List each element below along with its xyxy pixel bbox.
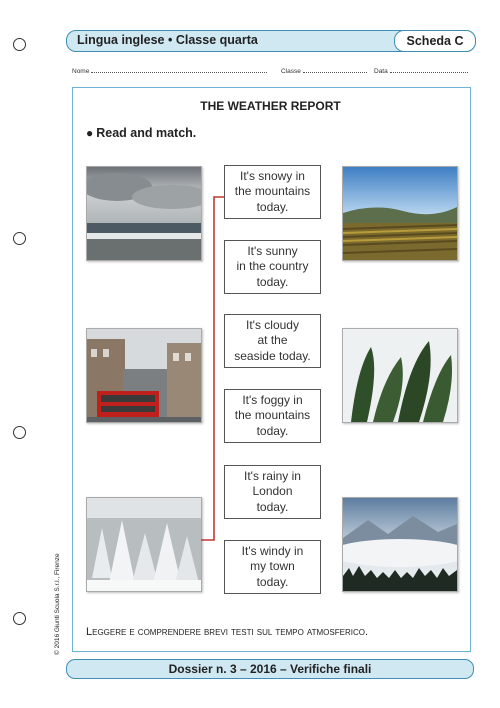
sheet-label: Scheda C [394, 30, 476, 52]
dossier-bar: Dossier n. 3 – 2016 – Verifiche finali [66, 659, 474, 679]
name-field[interactable]: Nome [72, 66, 267, 75]
sentence-box-1[interactable]: It's snowy in the mountains today. [224, 165, 321, 219]
sentence-box-4[interactable]: It's foggy in the mountains today. [224, 389, 321, 443]
cloudy-seaside-photo [86, 166, 202, 261]
objective-note: Leggere e comprendere brevi testi sul tempo atmosferico. [86, 626, 369, 638]
bullet-icon: ● [86, 126, 94, 140]
sentence-box-3[interactable]: It's cloudy at the seaside today. [224, 314, 321, 368]
windy-trees-photo [342, 328, 458, 423]
header-bar [66, 30, 476, 52]
instruction: ● Read and match. [86, 126, 197, 140]
binder-hole [13, 612, 26, 625]
snowy-forest-photo [86, 497, 202, 592]
exercise-title: THE WEATHER REPORT [200, 99, 341, 113]
binder-hole [13, 232, 26, 245]
sentence-box-6[interactable]: It's windy in my town today. [224, 540, 321, 594]
class-field[interactable]: Classe [281, 66, 367, 75]
sentence-box-2[interactable]: It's sunny in the country today. [224, 240, 321, 294]
copyright-text: © 2016 Giunti Scuola S.r.l., Firenze [54, 553, 61, 655]
date-field[interactable]: Data [374, 66, 468, 75]
subject-title: Lingua inglese • Classe quarta [77, 33, 258, 47]
sentence-box-5[interactable]: It's rainy in London today. [224, 465, 321, 519]
sunny-countryside-photo [342, 166, 458, 261]
binder-hole [13, 426, 26, 439]
foggy-mountains-photo [342, 497, 458, 592]
binder-hole [13, 38, 26, 51]
rainy-london-photo [86, 328, 202, 423]
